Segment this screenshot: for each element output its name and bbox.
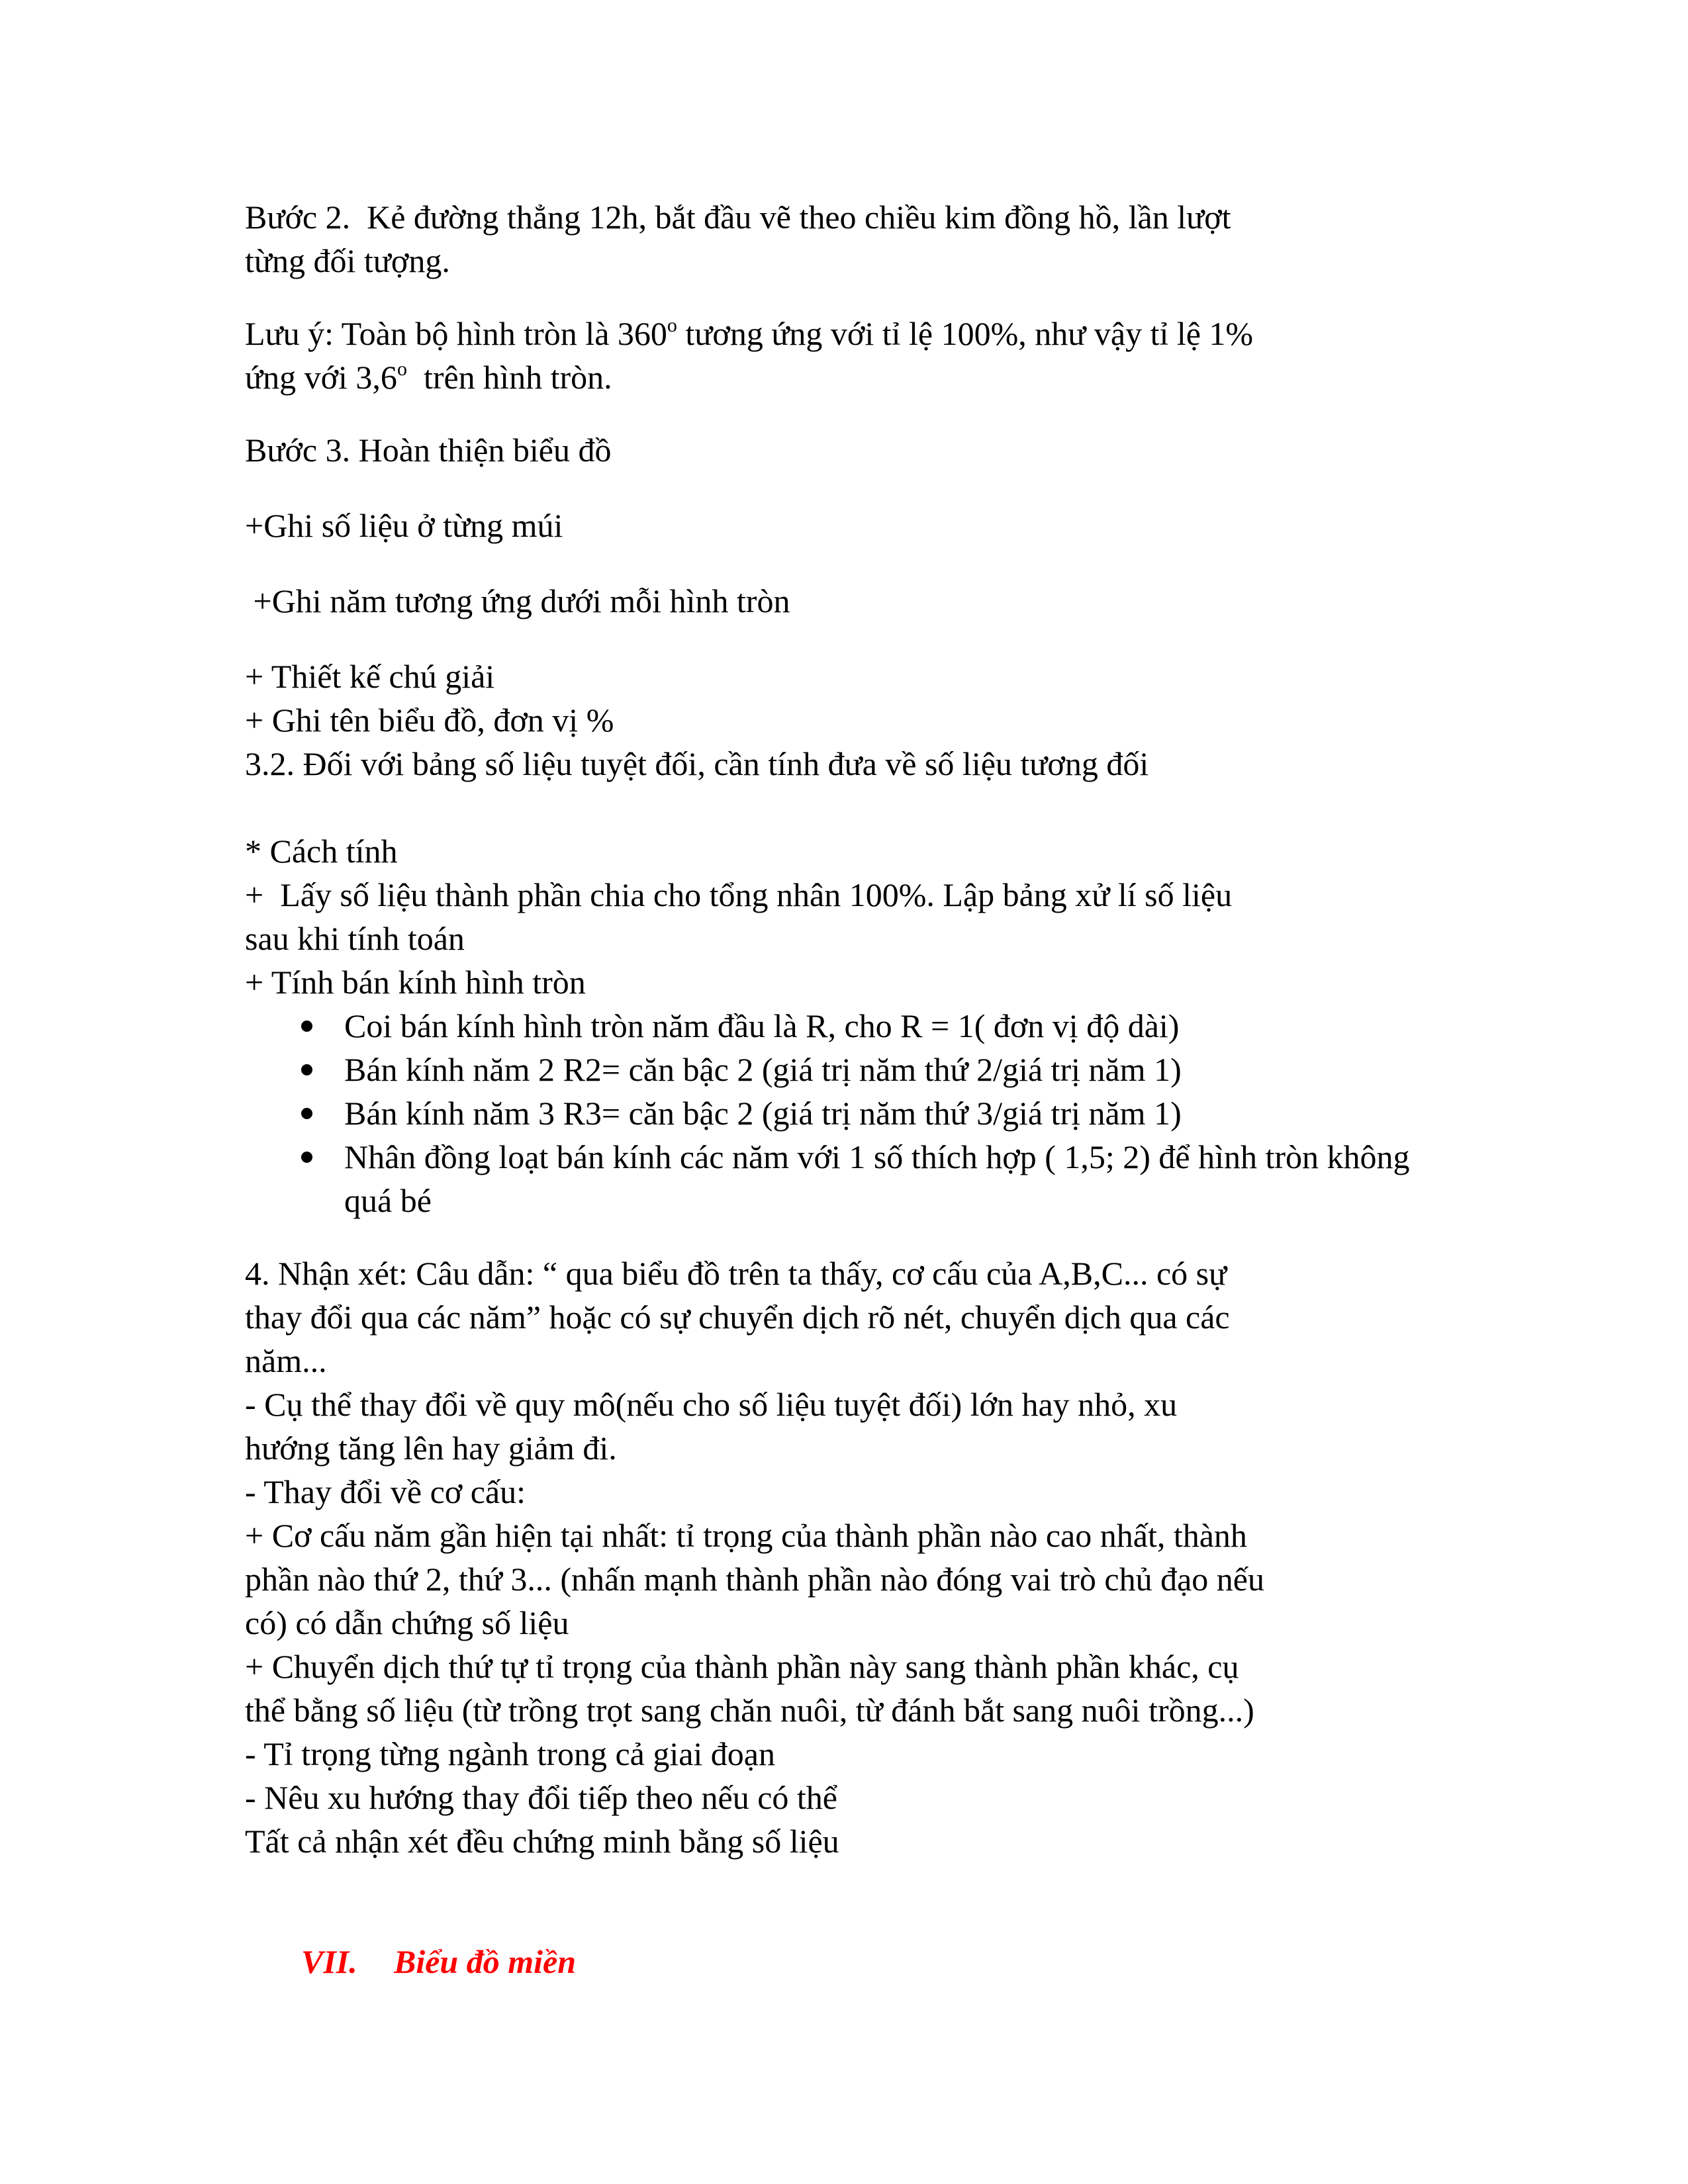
bullet-dot-icon: [301, 1152, 312, 1163]
bullet-text: Bán kính năm 2 R2= căn bậc 2 (giá trị năm thứ 2/giá trị năm 1): [344, 1051, 1182, 1088]
bullet-text: Coi bán kính hình tròn năm đầu là R, cho R = 1( đơn vị độ dài): [344, 1007, 1180, 1044]
calc-line-1b: sau khi tính toán: [245, 920, 465, 957]
section-heading: [245, 1940, 1456, 1983]
bullet-dot-icon: [301, 1064, 312, 1075]
item-legend: + Thiết kế chú giải: [245, 658, 495, 695]
comment-line: có) có dẫn chứng số liệu: [245, 1604, 569, 1641]
comment-line: năm...: [245, 1342, 327, 1379]
calc-line-2: + Tính bán kính hình tròn: [245, 964, 586, 1001]
item-title: + Ghi tên biểu đồ, đơn vị %: [245, 702, 614, 739]
calc-title: * Cách tính: [245, 833, 398, 870]
comment-line: + Cơ cấu năm gần hiện tại nhất: tỉ trọng của thành phần nào cao nhất, thành: [245, 1517, 1247, 1554]
comment-line: thay đổi qua các năm” hoặc có sự chuyển dịch rõ nét, chuyển dịch qua các: [245, 1298, 1230, 1336]
comment-line: - Nêu xu hướng thay đổi tiếp theo nếu có thể: [245, 1779, 837, 1816]
degree-sup-2: o: [397, 358, 407, 380]
item-years: +Ghi năm tương ứng dưới mỗi hình tròn: [245, 582, 790, 619]
bullet-item: [245, 1091, 1456, 1135]
comment-line: Tất cả nhận xét đều chứng minh bằng số liệu: [245, 1823, 839, 1860]
note2-text-b: trên hình tròn.: [406, 359, 612, 396]
comment-line: 4. Nhận xét: Câu dẫn: “ qua biểu đồ trên ta thấy, cơ cấu của A,B,C... có sự: [245, 1255, 1227, 1292]
comment-line: thể bằng số liệu (từ trồng trọt sang chăn nuôi, từ đánh bắt sang nuôi trồng...): [245, 1692, 1254, 1729]
comment-line: phần nào thứ 2, thứ 3... (nhấn mạnh thành phần nào đóng vai trò chủ đạo nếu: [245, 1561, 1264, 1598]
bullet-item: [245, 1048, 1456, 1091]
note-line-1: [245, 312, 1456, 355]
degree-sup: o: [667, 314, 677, 336]
note-line-2: [245, 355, 1456, 399]
section-3-2: 3.2. Đối với bảng số liệu tuyệt đối, cần tính đưa về số liệu tương đối: [245, 745, 1149, 782]
radius-bullet-list: [245, 1004, 1456, 1222]
calc-line-1a: + Lấy số liệu thành phần chia cho tổng nhân 100%. Lập bảng xử lí số liệu: [245, 876, 1233, 913]
heading-number: VII.: [301, 1943, 357, 1980]
step3-line: Bước 3. Hoàn thiện biểu đồ: [245, 432, 612, 469]
step2-line-1: Bước 2. Kẻ đường thẳng 12h, bắt đầu vẽ theo chiều kim đồng hồ, lần lượt: [245, 199, 1231, 236]
document-page: [245, 195, 1456, 2017]
bullet-dot-icon: [301, 1108, 312, 1119]
bullet-text: Bán kính năm 3 R3= căn bậc 2 (giá trị năm thứ 3/giá trị năm 1): [344, 1095, 1182, 1132]
note-text-b: tương ứng với tỉ lệ 100%, như vậy tỉ lệ 1%: [677, 315, 1254, 352]
step2-line-2: từng đối tượng.: [245, 242, 450, 279]
bullet-item: [245, 1135, 1456, 1222]
item-numbers: +Ghi số liệu ở từng múi: [245, 507, 563, 544]
comment-line: - Tỉ trọng từng ngành trong cả giai đoạn: [245, 1735, 776, 1772]
comment-line: - Thay đổi về cơ cấu:: [245, 1473, 526, 1510]
heading-title: Biểu đồ miền: [394, 1943, 577, 1980]
bullet-item: [245, 1004, 1456, 1048]
note-text-a: Lưu ý: Toàn bộ hình tròn là 360: [245, 315, 667, 352]
comment-line: - Cụ thể thay đổi về quy mô(nếu cho số liệu tuyệt đối) lớn hay nhỏ, xu: [245, 1386, 1178, 1423]
note2-text-a: ứng với 3,6: [245, 359, 397, 396]
comment-line: + Chuyển dịch thứ tự tỉ trọng của thành phần này sang thành phần khác, cụ: [245, 1648, 1239, 1685]
bullet-dot-icon: [301, 1021, 312, 1032]
bullet-text: Nhân đồng loạt bán kính các năm với 1 số thích hợp ( 1,5; 2) để hình tròn không quá bé: [344, 1138, 1410, 1219]
comment-line: hướng tăng lên hay giảm đi.: [245, 1430, 617, 1467]
